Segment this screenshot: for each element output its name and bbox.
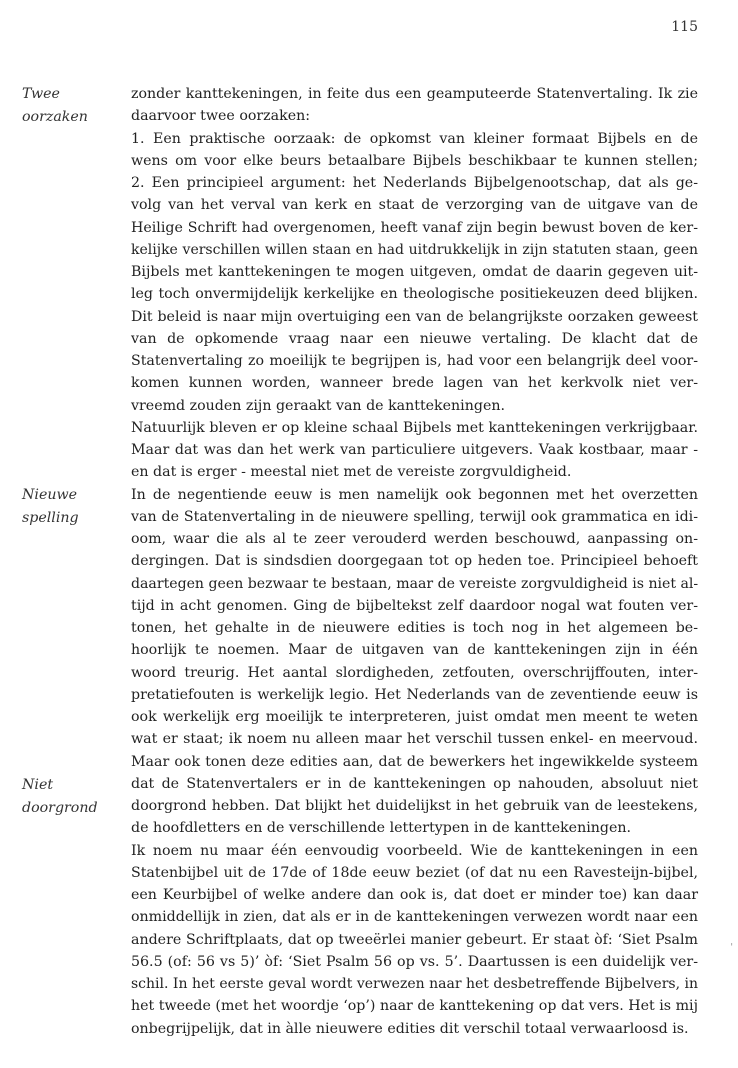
text-line: komen kunnen worden, wanneer brede lagen van het kerkvolk niet ver- (131, 375, 698, 392)
text-line: daartegen geen bezwaar te bestaan, maar de vereiste zorgvuldigheid is niet al- (131, 575, 699, 592)
text-line: vreemd zouden zijn geraakt van de kanttekeningen. (131, 397, 505, 414)
margin-note-nieuwe-spelling (22, 484, 122, 529)
text-line: pretatiefouten is werkelijk legio. Het Nederlands van de zeventiende eeuw is (131, 686, 698, 703)
text-line: woord treurig. Het aantal slordigheden, zetfouten, overschrijffouten, inter- (131, 664, 698, 681)
text-line: wat er staat; ik noem nu alleen maar het verschil tussen enkel- en meervoud. (131, 731, 698, 748)
margin-note-line: Twee (22, 86, 60, 102)
text-line: 1. Een praktische oorzaak: de opkomst van kleiner formaat Bijbels en de (131, 130, 698, 147)
margin-note-niet-doorgrond (22, 774, 122, 819)
text-line: Heilige Schrift had overgenomen, heeft vanaf zijn begin bewust boven de ker- (131, 219, 698, 236)
text-line: leg toch onvermijdelijk kerkelijke en theologische positiekeuzen deed blijken. (131, 286, 698, 303)
margin-note-line: Niet (22, 777, 54, 793)
text-line: Maar ook tonen deze edities aan, dat de bewerkers het ingewikkelde systeem (131, 753, 698, 770)
text-line: Ik noem nu maar één eenvoudig voorbeeld. Wie de kanttekeningen in een (131, 842, 698, 859)
text-line: schil. In het eerste geval wordt verwezen naar het desbetreffende Bijbelvers, in (131, 976, 698, 992)
text-line: Natuurlijk bleven er op kleine schaal Bijbels met kanttekeningen verkrijgbaar. (131, 419, 698, 436)
text-line: en dat is erger - meestal niet met de vereiste zorgvuldigheid. (131, 464, 572, 481)
text-line: kelijke verschillen willen staan en had uitdrukkelijk in zijn statuten staan, geen (131, 241, 698, 258)
text-line: Statenbijbel uit de 17de of 18de eeuw beziet (of dat nu een Ravesteijn-bijbel, (131, 864, 698, 881)
body-text (131, 83, 698, 1040)
text-line: een Keurbijbel of welke andere dan ook is, dat doet er minder toe) kan daar (131, 887, 698, 903)
text-line: hoorlijk te noemen. Maar de uitgaven van de kanttekeningen zijn in één (131, 642, 698, 659)
text-line: tijd in acht genomen. Ging de bijbeltekst zelf daardoor nogal wat fouten ver- (131, 597, 698, 614)
text-line: 2. Een principieel argument: het Nederlands Bijbelgenootschap, dat als ge- (131, 175, 698, 191)
margin-note-line: doorgrond (22, 799, 98, 816)
text-line: wens om voor elke beurs betaalbare Bijbels beschikbaar te kunnen stellen; (131, 152, 698, 169)
text-line: het tweede (met het woordje ‘op’) naar de kanttekening op dat vers. Het is mij (131, 998, 698, 1015)
margin-note-line: spelling (22, 509, 79, 526)
text-line: volg van het verval van kerk en staat de verzorging van de uitgave van de (131, 197, 698, 214)
text-line: dat de Statenvertalers er in de kanttekeningen op nahouden, absoluut niet (131, 775, 698, 792)
text-line: ook werkelijk erg moeilijk te interpreteren, juist omdat men meent te weten (131, 709, 698, 725)
text-line: onbegrijpelijk, dat in àlle nieuwere edities dit verschil totaal verwaarloosd is. (131, 1020, 689, 1037)
text-line: 56.5 (of: 56 vs 5)’ òf: ‘Siet Psalm 56 op vs. 5’. Daartussen is een duidelijk ver- (131, 953, 698, 970)
text-line: doorgrond hebben. Dat blijkt het duidelijkst in het gebruik van de leestekens, (131, 798, 698, 814)
text-line: de hoofdletters en de verschillende lettertypen in de kanttekeningen. (131, 820, 632, 837)
text-line: Statenvertaling zo moeilijk te begrijpen is, had voor een belangrijk deel voor- (131, 353, 698, 369)
text-line: andere Schriftplaats, dat op tweeërlei manier gebeurt. Er staat òf: ‘Siet Psalm (131, 931, 698, 948)
text-line: daarvoor twee oorzaken: (131, 108, 311, 125)
text-line: van de opkomende vraag naar een nieuwe vertaling. De klacht dat de (131, 330, 698, 347)
stray-mark: ' (730, 943, 733, 953)
page-number: 115 (671, 19, 698, 35)
text-line: tonen, het gehalte in de nieuwere edities is toch nog in het algemeen be- (131, 620, 698, 636)
text-line: onmiddellijk in zien, dat als er in de kanttekeningen verwezen wordt naar een (131, 909, 698, 926)
text-line: Maar dat was dan het werk van particuliere uitgevers. Vaak kostbaar, maar - (131, 442, 698, 458)
text-line: oom, waar die als al te zeer verouderd werden beschouwd, aanpassing on- (131, 531, 698, 547)
margin-note-line: oorzaken (22, 108, 88, 125)
text-line: Bijbels met kanttekeningen te mogen uitgeven, omdat de daarin gegeven uit- (131, 264, 698, 280)
text-line: In de negentiende eeuw is men namelijk ook begonnen met het overzetten (131, 486, 698, 503)
margin-note-line: Nieuwe (22, 487, 78, 503)
text-line: Dit beleid is naar mijn overtuiging een van de belangrijkste oorzaken geweest (131, 308, 698, 325)
margin-note-twee-oorzaken (22, 83, 122, 128)
text-line: zonder kanttekeningen, in feite dus een geamputeerde Statenvertaling. Ik zie (131, 86, 698, 102)
text-line: van de Statenvertaling in de nieuwere spelling, terwijl ook grammatica en idi- (131, 508, 698, 525)
text-line: dergingen. Dat is sindsdien doorgegaan tot op heden toe. Principieel behoeft (131, 553, 698, 570)
